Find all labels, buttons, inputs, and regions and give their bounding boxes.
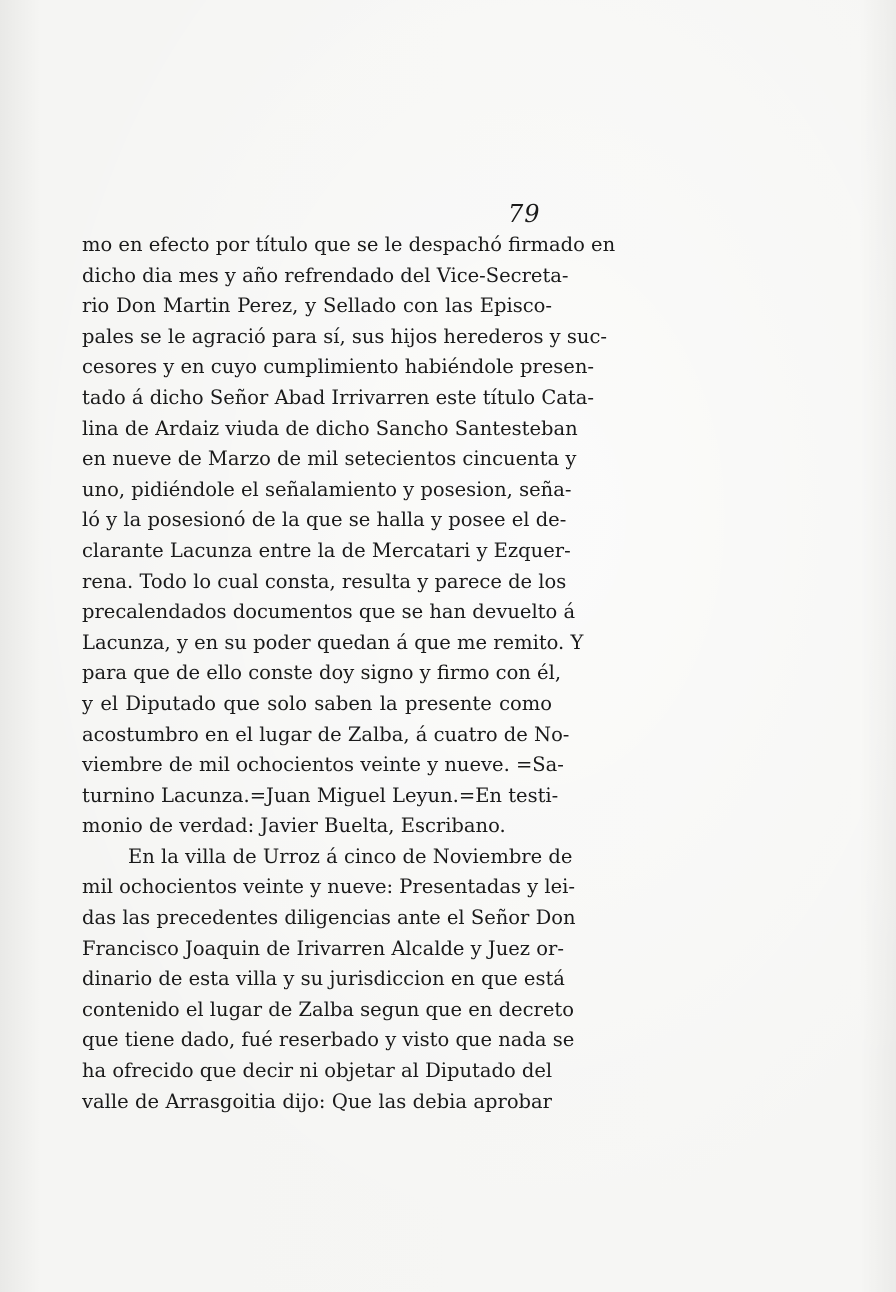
text-line: En la villa de Urroz á cinco de Noviembre de — [128, 844, 573, 868]
text-line: mil ochocientos veinte y nueve: Presentadas y lei- — [82, 875, 575, 899]
body-text — [82, 230, 616, 1117]
text-line: contenido el lugar de Zalba segun que en decreto — [82, 997, 574, 1021]
text-line: dinario de esta villa y su jurisdiccion en que está — [82, 967, 565, 991]
paragraph-1 — [82, 230, 616, 842]
text-line: en nueve de Marzo de mil setecientos cincuenta y — [82, 447, 577, 471]
text-line: rio Don Martin Perez, y Sellado con las Episco- — [82, 294, 552, 318]
page-number: 79 — [508, 200, 541, 228]
text-line: para que de ello conste doy signo y firmo con él, — [82, 661, 562, 685]
text-line: monio de verdad: Javier Buelta, Escribano. — [82, 814, 506, 838]
text-line: valle de Arrasgoitia dijo: Que las debia aprobar — [82, 1089, 552, 1113]
text-line: turnino Lacunza.=Juan Miguel Leyun.=En testi- — [82, 783, 559, 807]
text-line: Lacunza, y en su poder quedan á que me remito. Y — [82, 630, 584, 654]
text-line: das las precedentes diligencias ante el Señor Don — [82, 906, 576, 930]
text-line: mo en efecto por título que se le despachó firmado en — [82, 233, 616, 256]
paragraph-2 — [82, 842, 576, 1117]
text-line: dicho dia mes y año refrendado del Vice-Secreta- — [82, 263, 569, 287]
text-line: pales se le agració para sí, sus hijos herederos y suc- — [82, 324, 607, 348]
text-line: lina de Ardaiz viuda de dicho Sancho Santesteban — [82, 416, 578, 440]
text-line: que tiene dado, fué reserbado y visto que nada se — [82, 1028, 575, 1052]
text-line: uno, pidiéndole el señalamiento y posesion, seña- — [82, 477, 572, 501]
text-line: Francisco Joaquin de Irivarren Alcalde y Juez or- — [82, 936, 564, 960]
text-line: precalendados documentos que se han devuelto á — [82, 600, 576, 624]
text-line: acostumbro en el lugar de Zalba, á cuatro de No- — [82, 722, 570, 746]
text-line: clarante Lacunza entre la de Mercatari y Ezquer- — [82, 538, 571, 562]
text-line: viembre de mil ochocientos veinte y nueve. =Sa- — [82, 753, 564, 777]
text-line: ló y la posesionó de la que se halla y posee el de- — [82, 508, 567, 532]
text-line: ha ofrecido que decir ni objetar al Diputado del — [82, 1059, 553, 1083]
text-line: cesores y en cuyo cumplimiento habiéndole presen- — [82, 355, 594, 379]
text-line: y el Diputado que solo saben la presente como — [82, 691, 552, 715]
text-line: tado á dicho Señor Abad Irrivarren este título Cata- — [82, 385, 594, 409]
text-line: rena. Todo lo cual consta, resulta y parece de los — [82, 569, 567, 593]
